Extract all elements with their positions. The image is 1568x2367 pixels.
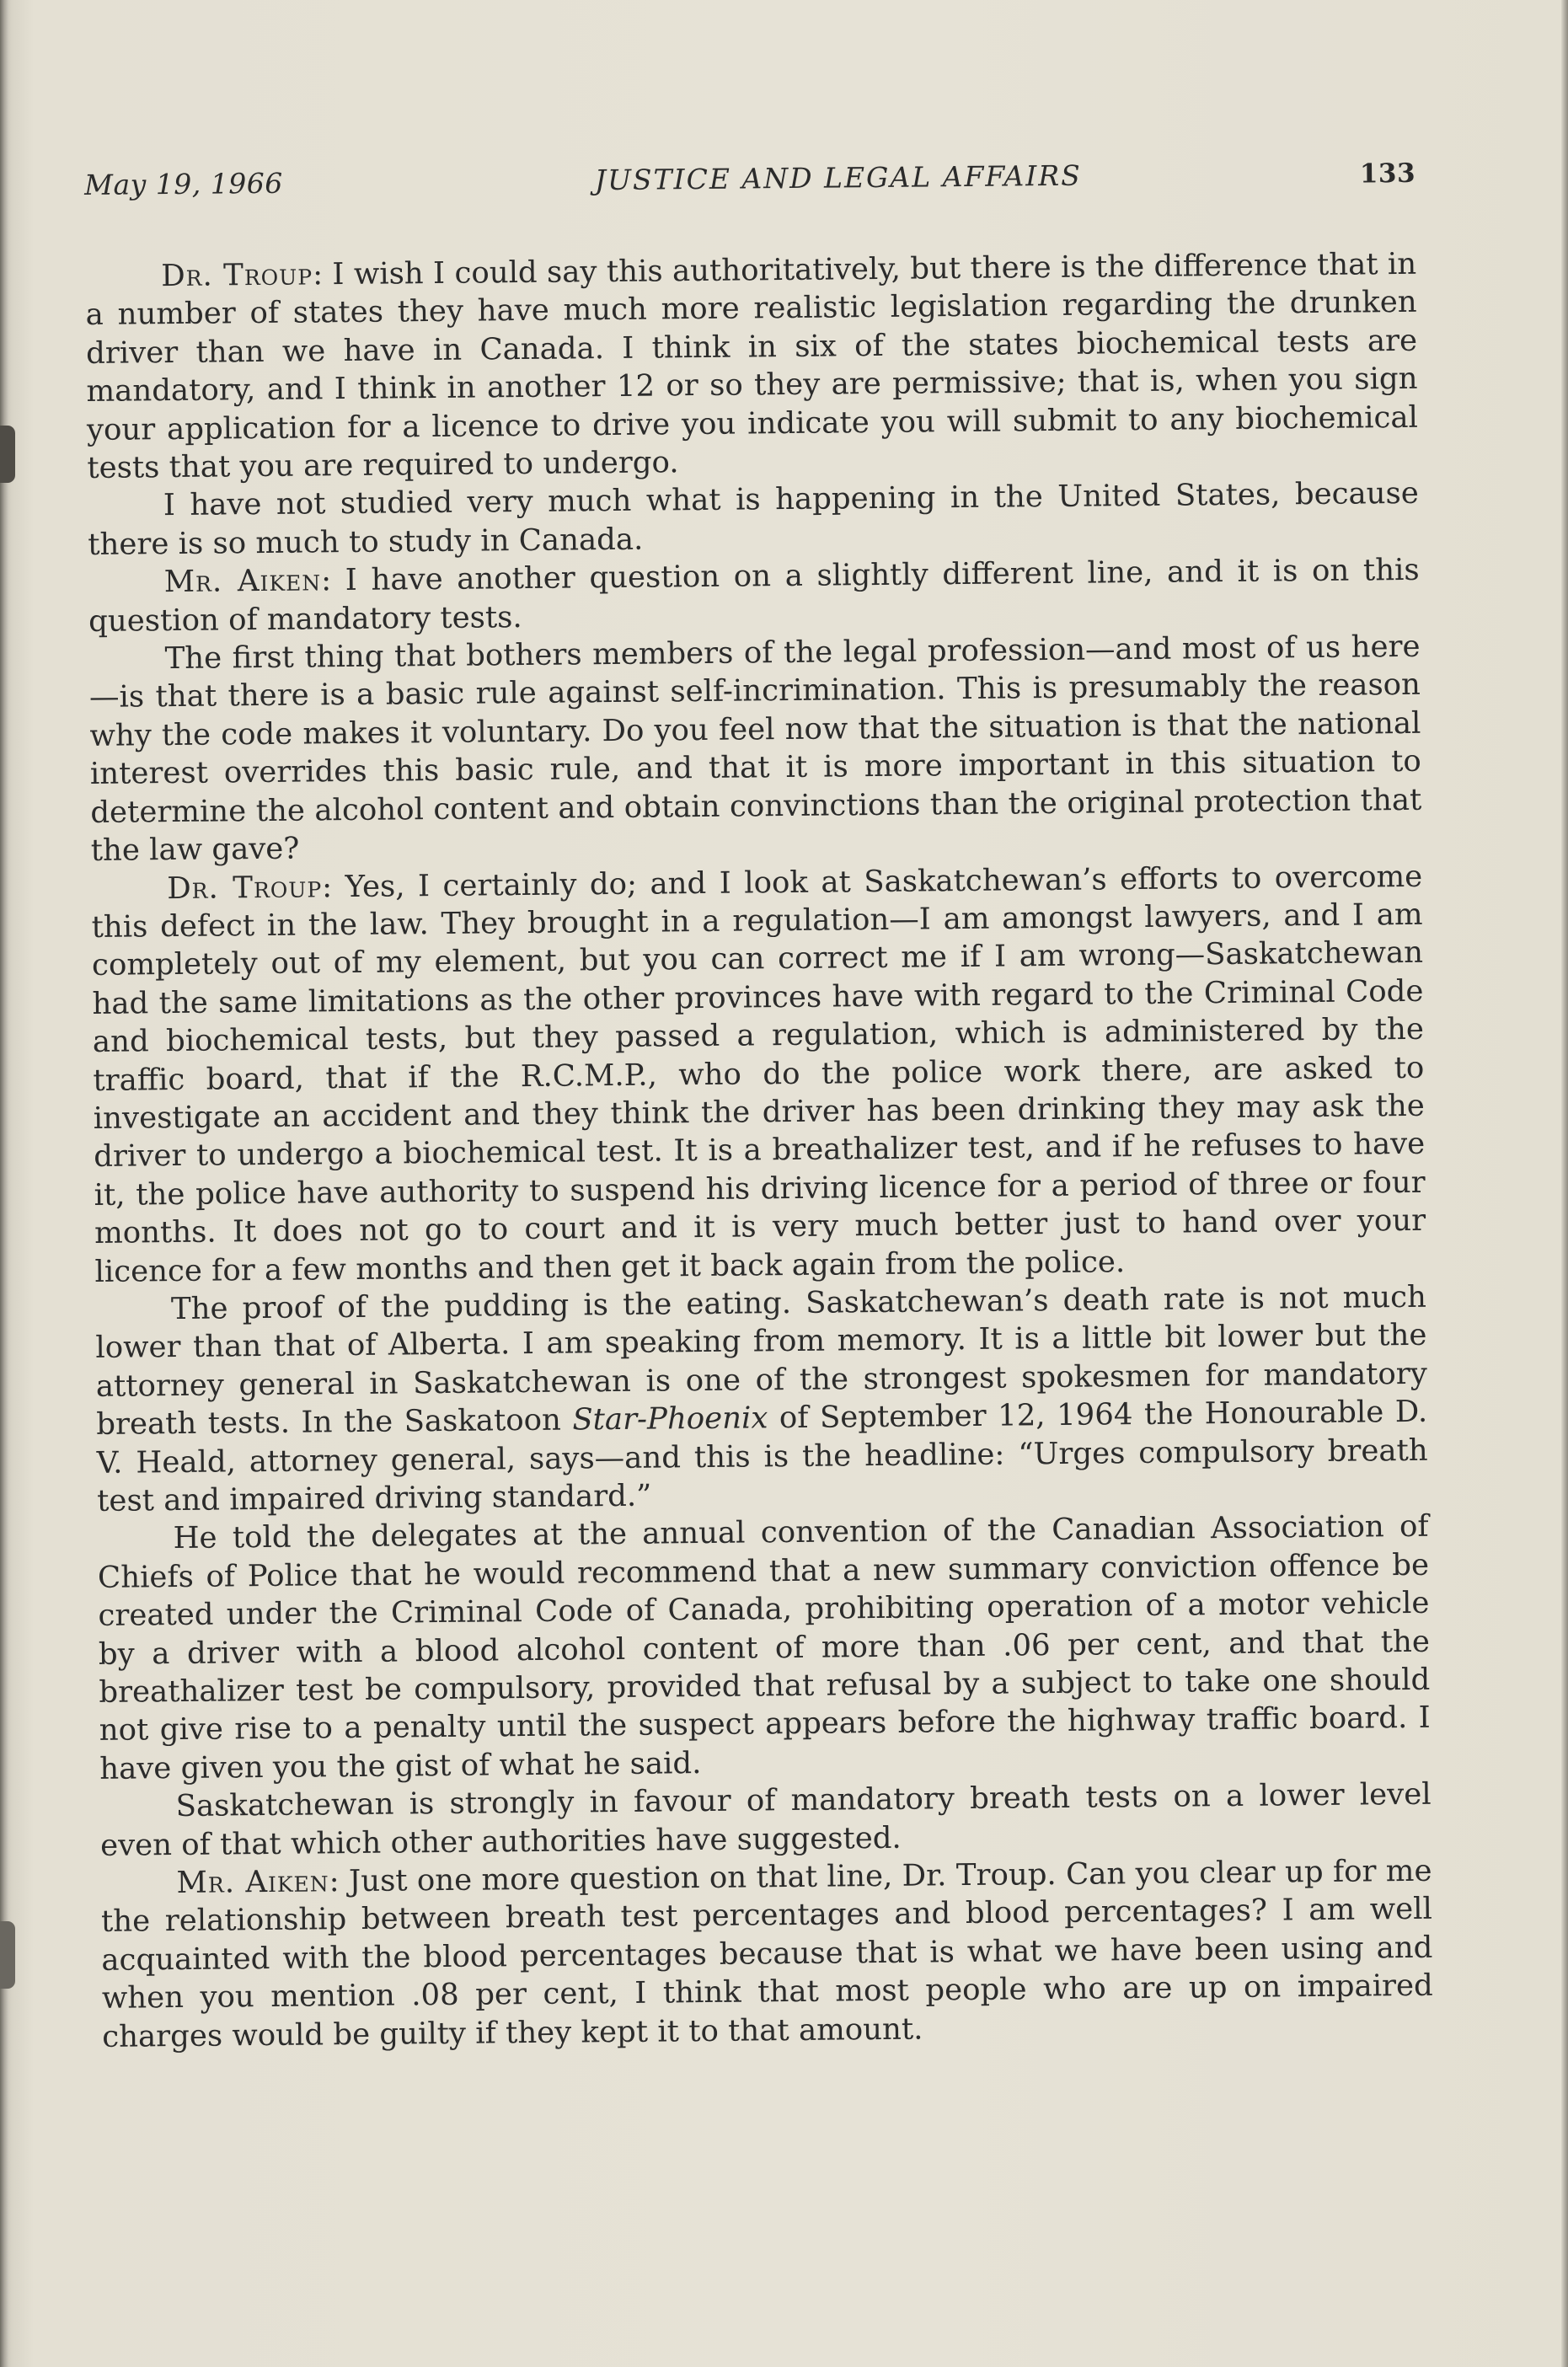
speaker-name: Mr. Aiken xyxy=(163,563,322,600)
paragraph-text: Saskatchewan is strongly in favour of mandatory breath tests on a lower level even of that which other authorities have suggested. xyxy=(99,1776,1432,1863)
paragraph-text: Yes, I certainly do; and I look at Saskatchewan’s efforts to overcome this defect in the law. They brought in a regulation—I am amongst lawyers, and I am completely out of my element, but you can correct me if I am wrong—Saskatchewan had the same limitations as the other provinces have with regard to the Criminal Code and biochemical tests, but they passed a regulation, which is administered by the traffic board, that if the R.C.M.P., who do the police work there, are asked to investigate an accident and they think the driver has been drinking they may ask the driver to undergo a biochemical test. It is a breathalizer test, and if he refuses to have it, the police have authority to suspend his driving licence for a period of three or four months. It does not go to court and it is very much better just to hand over your licence for a few months and then get it back again from the police. xyxy=(91,859,1426,1289)
binding-tab xyxy=(0,426,15,483)
paragraph-text: I have not studied very much what is happening in the United States, because there is so much to study in Canada. xyxy=(88,476,1419,562)
paragraph-text: I wish I could say this authoritatively, but there is the difference that in a number of states they have much more realistic legislation regarding the drunken driver than we have in Canada. I think in six of the states biochemical tests are mandatory, and I think in another 12 or so they are permissive; that is, when you sign your application for a licence to drive you indicate you will submit to any biochemical tests that you are required to undergo. xyxy=(85,246,1419,486)
speaker-name: Mr. Aiken xyxy=(176,1864,329,1901)
paragraph: Dr. Troup: I wish I could say this authoritatively, but there is the difference that in a number of states they have much more realistic legislation regarding the drunken driver than we have in Canada. I think in six of the states biochemical tests are mandatory, and I think in another 12 or so they are permissive; that is, when you sign your application for a licence to drive you indicate you will submit to any biochemical tests that you are required to undergo. xyxy=(85,246,1419,486)
paragraph-text: He told the delegates at the annual convention of the Canadian Association of Chiefs of Police that he would recommend that a new summary conviction offence be created under the Criminal Code of Canada, prohibiting operation of a motor vehicle by a driver with a blood alcohol content of more than .06 per cent, and that the breathalizer test be compulsory, provided that refusal by a subject to take one should not give rise to a penalty until the suspect appears before the highway traffic board. I have given you the gist of what he said. xyxy=(97,1509,1431,1786)
header-title: JUSTICE AND LEGAL AFFAIRS xyxy=(594,158,1082,197)
paragraph-text: The proof of the pudding is the eating. Saskatchewan’s death rate is not much lower than that of Alberta. I am speaking from memory. It is a little bit lower but the attorney general in Saskatchewan is one of the strongest spokesmen for mandatory breath tests. In the Saskatoon xyxy=(95,1279,1427,1443)
paragraph-text: The first thing that bothers members of the legal profession—and most of us here—is that there is a basic rule against self-incrimination. This is presumably the reason why the code makes it voluntary. Do you feel now that the situation is that the national interest overrides this basic rule, and that it is more important in this situation to determine the alcohol content and obtain convinctions than the original protection that the law gave? xyxy=(88,629,1422,869)
page-number: 133 xyxy=(1359,158,1416,190)
transcript-body xyxy=(85,245,1433,2056)
speaker-name: Dr. Troup xyxy=(167,869,323,906)
paragraph xyxy=(88,628,1422,870)
paragraph xyxy=(88,474,1420,564)
speaker-name: Dr. Troup xyxy=(161,257,313,294)
binding-gutter xyxy=(0,0,8,2367)
paragraph xyxy=(99,1775,1432,1865)
paragraph: Mr. Aiken: Just one more question on that line, Dr. Troup. Can you clear up for me the relationship between breath test percentages and blood percentages? I am well acquainted with the blood percentages because that is what we have been using and when you mention .08 per cent, I think that most people who are up on impaired charges would be guilty if they kept it to that amount. xyxy=(100,1853,1433,2054)
newspaper-title: Star-Phoenix xyxy=(572,1400,768,1438)
binding-tab xyxy=(0,1921,15,1989)
paragraph: Mr. Aiken: I have another question on a slightly different line, and it is on this question of mandatory tests. xyxy=(88,553,1420,639)
running-head xyxy=(84,156,1416,219)
paragraph xyxy=(95,1278,1429,1521)
header-date: May 19, 1966 xyxy=(84,166,283,201)
page-content xyxy=(84,156,1433,2056)
paragraph xyxy=(97,1507,1431,1788)
paragraph-text: I have another question on a slightly different line, and it is on this question of mandatory tests. xyxy=(88,553,1420,639)
page-edge xyxy=(1561,0,1568,2367)
paragraph-text: of September 12, 1964 the Honourable D. V. Heald, attorney general, says—and this is the headline: “Urges compulsory breath test and impaired driving standard.” xyxy=(96,1394,1428,1518)
paragraph-text: Just one more question on that line, Dr. Troup. Can you clear up for me the relationship between breath test percentages and blood percentages? I am well acquainted with the blood percentages because that is what we have been using and when you mention .08 per cent, I think that most people who are up on impaired charges would be guilty if they kept it to that amount. xyxy=(100,1853,1433,2054)
paragraph: Dr. Troup: Yes, I certainly do; and I look at Saskatchewan’s efforts to overcome this defect in the law. They brought in a regulation—I am amongst lawyers, and I am completely out of my element, but you can correct me if I am wrong—Saskatchewan had the same limitations as the other provinces have with regard to the Criminal Code and biochemical tests, but they passed a regulation, which is administered by the traffic board, that if the R.C.M.P., who do the police work there, are asked to investigate an accident and they think the driver has been drinking they may ask the driver to undergo a biochemical test. It is a breathalizer test, and if he refuses to have it, the police have authority to suspend his driving licence for a period of three or four months. It does not go to court and it is very much better just to hand over your licence for a few months and then get it back again from the police. xyxy=(91,859,1426,1289)
